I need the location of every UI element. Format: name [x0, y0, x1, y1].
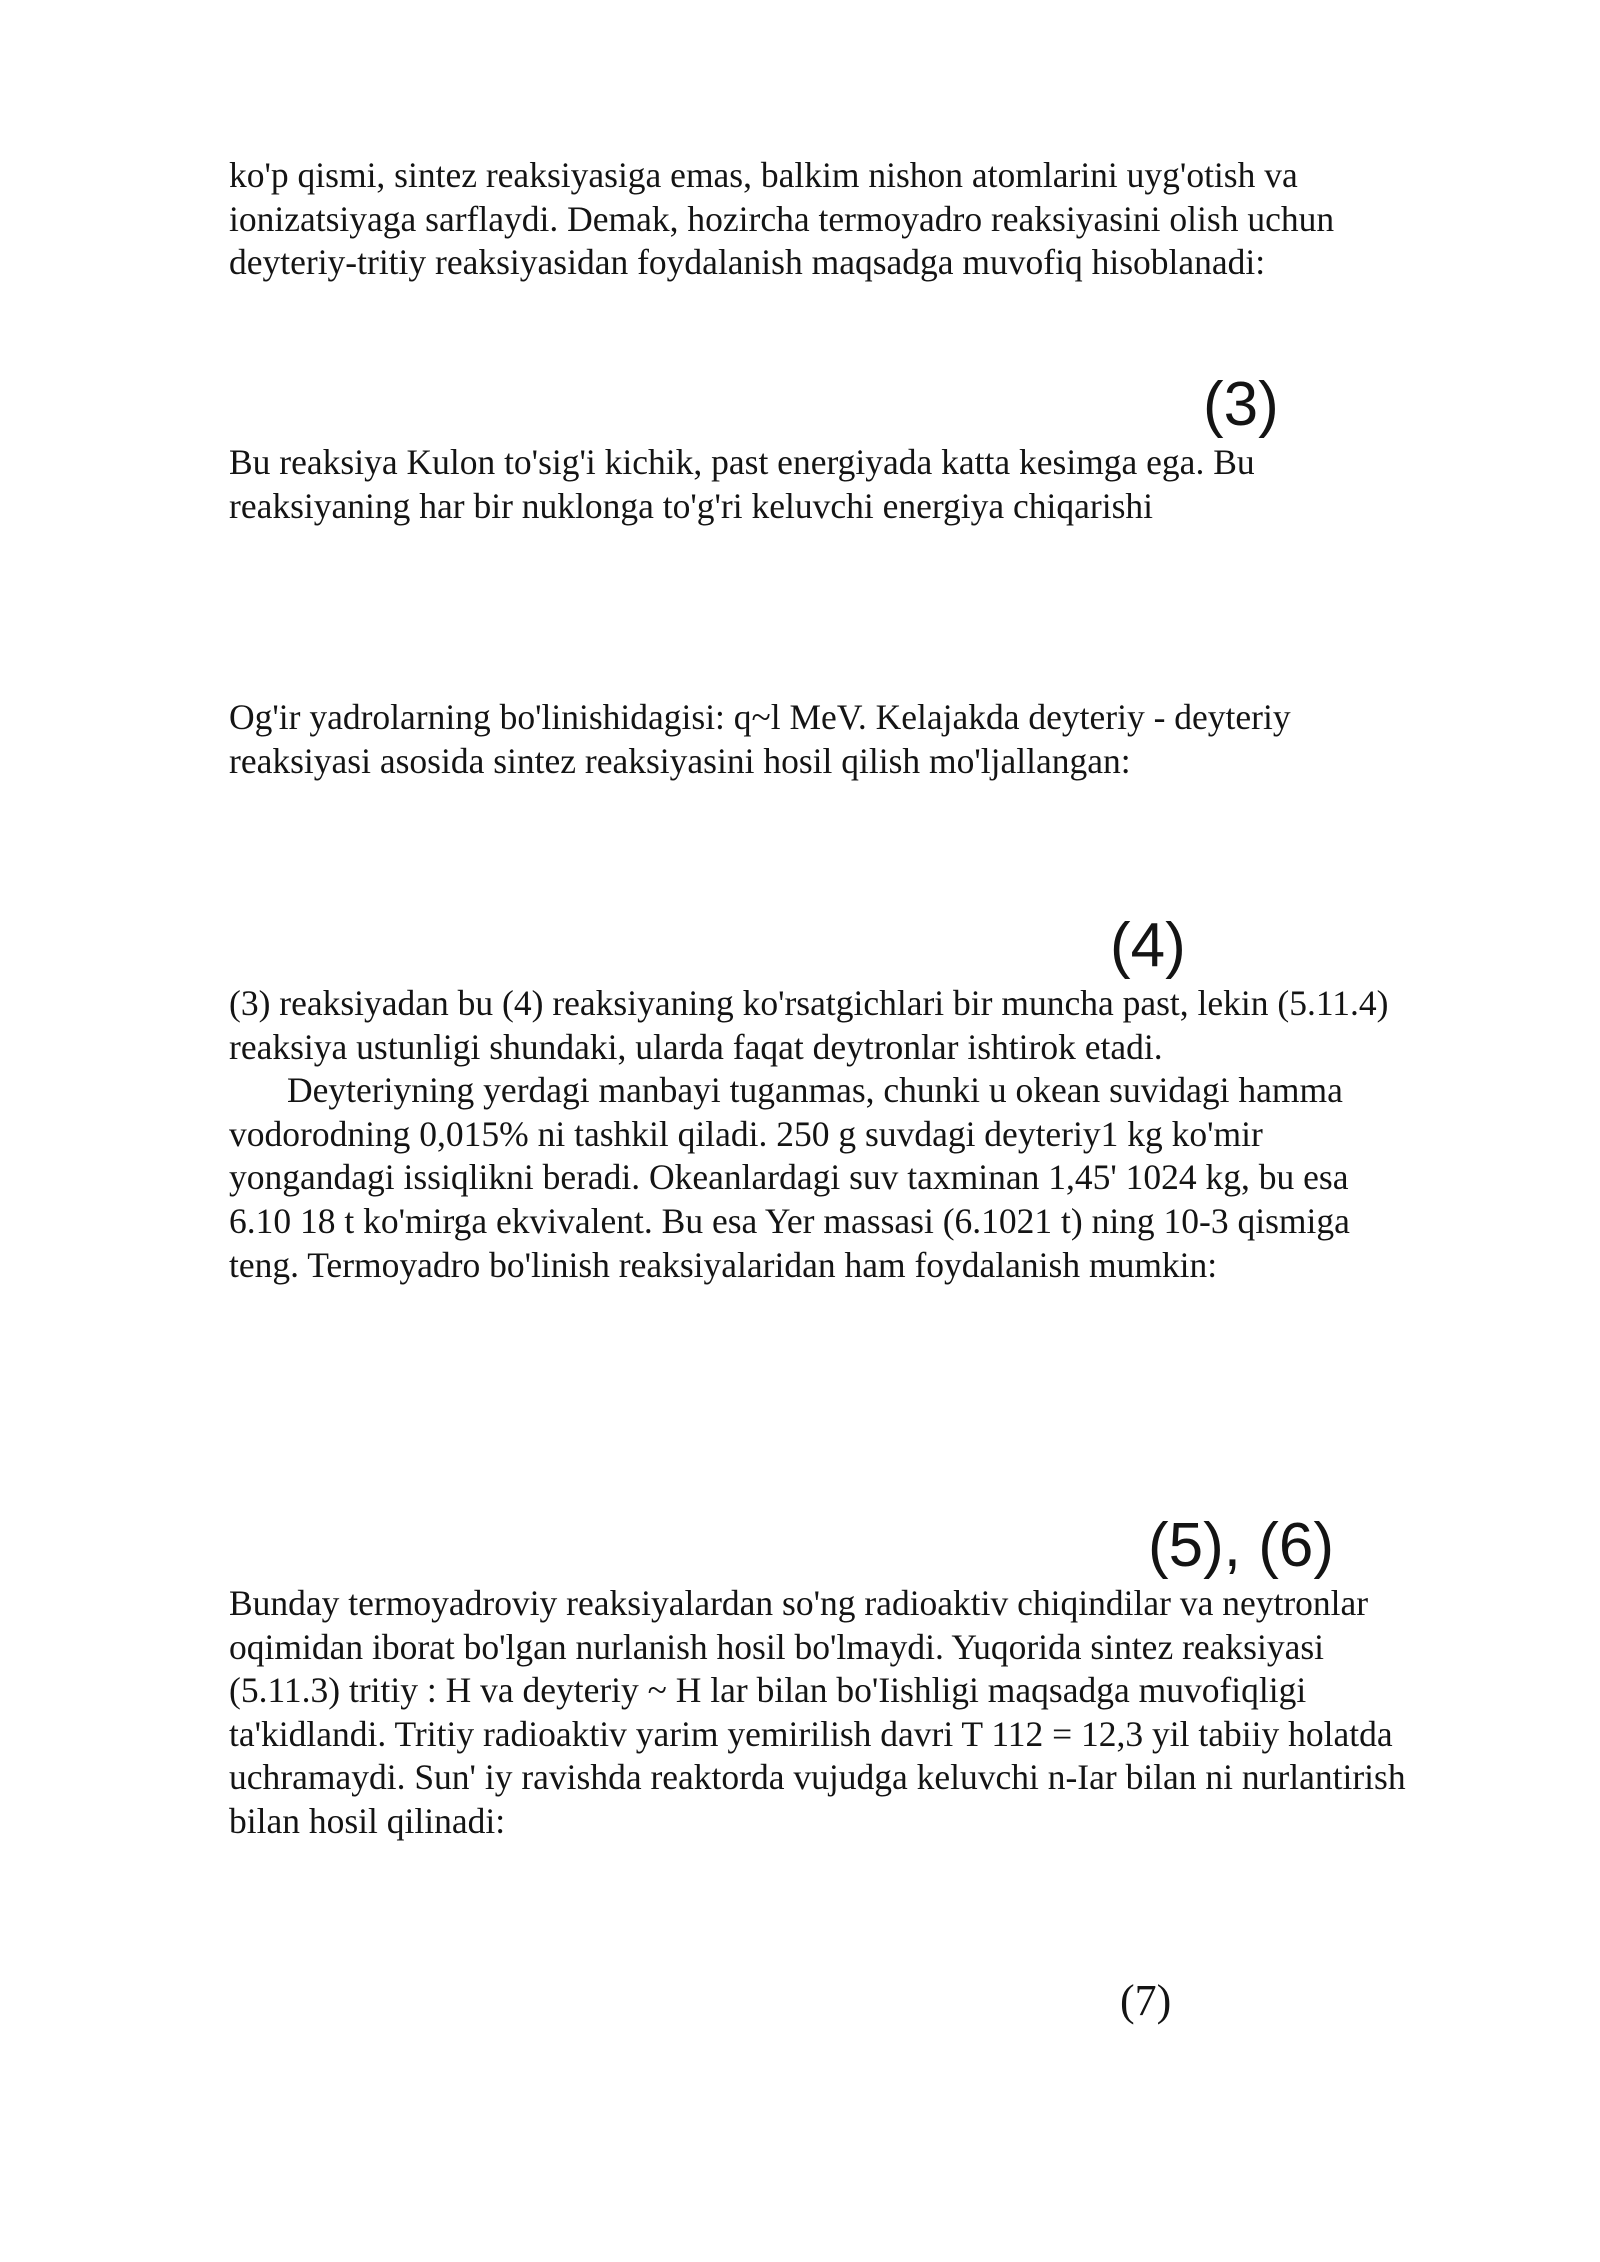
text-line: uchramaydi. Sun' iy ravishda reaktorda vujudga keluvchi n-Iar bilan ni nurlantirish	[229, 1757, 1406, 1798]
paragraph-4	[229, 982, 1388, 1287]
text-line: deyteriy-tritiy reaksiyasidan foydalanish maqsadga muvofiq hisoblanadi:	[229, 242, 1266, 283]
paragraph-1	[229, 154, 1334, 285]
text-line: Bunday termoyadroviy reaksiyalardan so'ng radioaktiv chiqindilar va neytronlar	[229, 1583, 1369, 1623]
equation-number-4: (4)	[1110, 911, 1186, 980]
text-line: bilan hosil qilinadi:	[229, 1800, 506, 1841]
text-line: reaksiyasi asosida sintez reaksiyasini hosil qilish mo'ljallangan:	[229, 740, 1131, 781]
text-line: Og'ir yadrolarning bo'linishidagisi: q~l MeV. Kelajakda deyteriy - deyteriy	[229, 697, 1291, 737]
text-line: ta'kidlandi. Tritiy radioaktiv yarim yemirilish davri T 112 = 12,3 yil tabiiy holatda	[229, 1713, 1393, 1754]
paragraph-3	[229, 696, 1291, 783]
text-line: ko'p qismi, sintez reaksiyasiga emas, balkim nishon atomlarini uyg'otish va	[229, 155, 1298, 195]
paragraph-2	[229, 441, 1255, 528]
text-line: oqimidan iborat bo'lgan nurlanish hosil bo'lmaydi. Yuqorida sintez reaksiyasi	[229, 1626, 1325, 1667]
text-line: (3) reaksiyadan bu (4) reaksiyaning ko'rsatgichlari bir muncha past, lekin (5.11.4)	[229, 983, 1389, 1023]
equation-number-7: (7)	[1120, 1976, 1172, 2025]
equation-number-5-6: (5), (6)	[1148, 1511, 1334, 1580]
equation-number-3: (3)	[1203, 370, 1279, 439]
text-line: vodorodning 0,015% ni tashkil qiladi. 250 g suvdagi deyteriy1 kg ko'mir	[229, 1113, 1263, 1154]
paragraph-5	[229, 1582, 1406, 1844]
text-line: 6.10 18 t ko'mirga ekvivalent. Bu esa Yer massasi (6.1021 t) ning 10-3 qismiga	[229, 1200, 1350, 1241]
text-line: reaksiya ustunligi shundaki, ularda faqat deytronlar ishtirok etadi.	[229, 1026, 1163, 1067]
text-line: Deyteriyning yerdagi manbayi tuganmas, chunki u okean suvidagi hamma	[287, 1070, 1343, 1111]
text-line: reaksiyaning har bir nuklonga to'g'ri keluvchi energiya chiqarishi	[229, 485, 1154, 526]
text-line: (5.11.3) tritiy : H va deyteriy ~ H lar bilan bo'Iishligi maqsadga muvofiqligi	[229, 1670, 1307, 1711]
text-line: teng. Termoyadro bo'linish reaksiyalaridan ham foydalanish mumkin:	[229, 1244, 1218, 1285]
text-line: yongandagi issiqlikni beradi. Okeanlardagi suv taxminan 1,45' 1024 kg, bu esa	[229, 1157, 1349, 1198]
text-line: Bu reaksiya Kulon to'sig'i kichik, past energiyada katta kesimga ega. Bu	[229, 442, 1255, 482]
text-line: ionizatsiyaga sarflaydi. Demak, hozircha termoyadro reaksiyasini olish uchun	[229, 198, 1335, 239]
